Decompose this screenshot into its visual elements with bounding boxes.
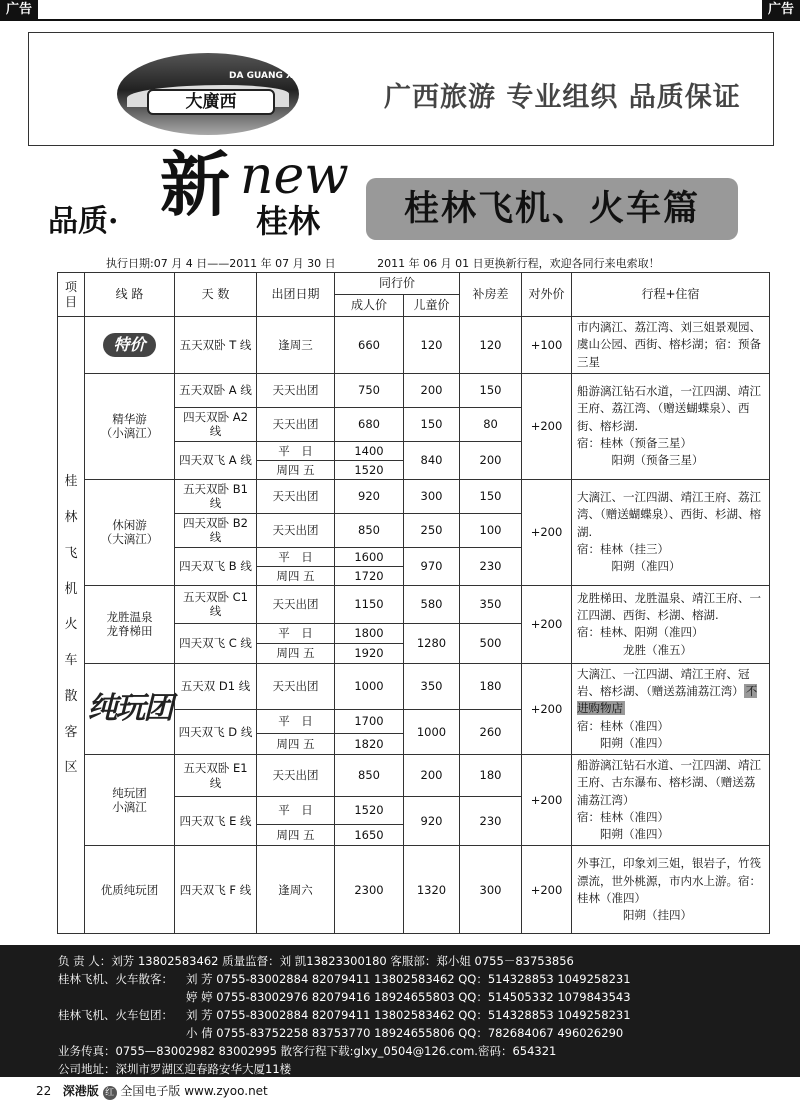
date-cell: 平 日 [257,623,335,643]
child-cell: 970 [404,547,460,585]
adult-cell: 1400 [335,441,404,460]
logo-chinese: 大廣西 [147,89,275,115]
footer-line: 刘 芳 0755-83002884 82079411 13802583462 QQ：514328853 1049258231 [186,1008,631,1022]
adult-cell: 660 [335,317,404,374]
header-adult: 成人价 [335,295,404,317]
date-cell: 天天出团 [257,585,335,623]
header-supp: 补房差 [460,273,522,317]
days-cell: 四天双飞 E 线 [175,797,257,846]
footer-line: 婷 婷 0755-83002976 82079416 18924655803 QQ：514505332 1079843543 [186,990,631,1004]
table-row [58,585,770,623]
supp-cell: 150 [460,479,522,513]
itinerary-cell: 大漓江、一江四湖、靖江王府、冠岩、榕杉湖、（赠送荔浦荔江湾） 不进购物店 宿：桂林（准四） 阳朔（准四） [572,663,770,754]
title-new-cn: 新 [160,143,230,226]
child-cell: 200 [404,755,460,797]
date-cell: 天天出团 [257,479,335,513]
supp-cell: 260 [460,709,522,754]
supp-cell: 150 [460,373,522,407]
header-route: 线 路 [85,273,175,317]
adult-cell: 1800 [335,623,404,643]
footer-line: 刘 芳 0755-83002884 82079411 13802583462 QQ：514328853 1049258231 [186,972,631,986]
supp-cell: 180 [460,663,522,709]
header-days: 天 数 [175,273,257,317]
title-quality: 品质· [48,204,119,239]
slogan: 广西旅游 专业组织 品质保证 [384,82,741,113]
table-row [58,479,770,513]
date-cell: 天天出团 [257,755,335,797]
itinerary-cell: 船游漓江钻石水道，一江四湖、靖江王府、荔江湾、（赠送蝴蝶泉）、西街、榕杉湖. 宿：桂林（预备三星） 阳朔（预备三星） [572,373,770,479]
date-cell: 周四 五 [257,734,335,755]
date-cell: 平 日 [257,441,335,460]
days-cell: 五天双卧 A 线 [175,373,257,407]
date-cell: 逢周六 [257,846,335,934]
ad-label-right: 广告 [762,0,800,20]
footer-line: 公司地址：深圳市罗湖区迎春路安华大厦11楼 [58,1062,292,1076]
footer-label: 桂林飞机、火车散客： [58,972,173,986]
days-cell: 五天双 D1 线 [175,663,257,709]
retail-cell: +100 [522,317,572,374]
date-cell: 平 日 [257,709,335,733]
supp-cell: 350 [460,585,522,623]
header-item: 项目 [58,273,85,317]
update-notice: 2011 年 06 月 01 日更换新行程，欢迎各同行来电索取！ [377,257,660,270]
itinerary-cell: 龙胜梯田、龙胜温泉、靖江王府、一江四湖、西街、杉湖、榕湖. 宿：桂林、阳朔（准四） 龙胜（准五） [572,585,770,663]
date-cell: 周四 五 [257,643,335,663]
itinerary-cell: 大漓江、一江四湖、靖江王府、荔江湾、（赠送蝴蝶泉）、西街、杉湖、榕湖. 宿：桂林（挂三） 阳朔（准四） [572,479,770,585]
adult-cell: 680 [335,407,404,441]
site-link[interactable]: 全国电子版 www.zyoo.net [120,1084,268,1098]
itinerary-cell: 市内漓江、荔江湾、刘三姐景观园、虞山公园、西街、榕杉湖；宿：预备三星 [572,317,770,374]
supp-cell: 200 [460,441,522,479]
page-number: 22 [36,1084,52,1098]
header-depart: 出团日期 [257,273,335,317]
days-cell: 五天双卧 B1 线 [175,479,257,513]
supp-cell: 120 [460,317,522,374]
child-cell: 1000 [404,709,460,754]
child-cell: 120 [404,317,460,374]
supp-cell: 80 [460,407,522,441]
route-name: 休闲游 （大漓江） [85,479,175,585]
date-cell: 平 日 [257,797,335,825]
supp-cell: 500 [460,623,522,663]
price-table [57,272,770,934]
days-cell: 四天双卧 A2 线 [175,407,257,441]
retail-cell: +200 [522,373,572,479]
child-cell: 200 [404,373,460,407]
footer-line: 小 倩 0755-83752258 83753770 18924655806 QQ：782684067 496026290 [186,1026,624,1040]
adult-cell: 1700 [335,709,404,733]
header-retail: 对外价 [522,273,572,317]
days-cell: 五天双卧 E1 线 [175,755,257,797]
adult-cell: 1920 [335,643,404,663]
adult-cell: 920 [335,479,404,513]
logo-english: DA GUANG XI [229,71,297,81]
date-cell: 天天出团 [257,513,335,547]
days-cell: 四天双卧 B2 线 [175,513,257,547]
title-new-en: new [240,146,349,206]
child-cell: 580 [404,585,460,623]
adult-cell: 1000 [335,663,404,709]
date-cell: 周四 五 [257,566,335,585]
title-pill: 桂林飞机、火车篇 [366,178,738,240]
child-cell: 1320 [404,846,460,934]
table-row [58,755,770,797]
itinerary-cell: 船游漓江钻石水道、一江四湖、靖江王府、古东瀑布、榕杉湖、（赠送荔浦荔江湾） 宿：桂林（准四） 阳朔（准四） [572,755,770,846]
exec-date: 执行日期:07 月 4 日——2011 年 07 月 30 日 [106,257,336,270]
route-logo-special: 特价 [85,317,175,374]
header-peer: 同行价 [335,273,460,295]
date-cell: 天天出团 [257,407,335,441]
days-cell: 五天双卧 C1 线 [175,585,257,623]
adult-cell: 2300 [335,846,404,934]
route-logo-pure: 纯玩团 [85,663,175,754]
table-row [58,373,770,407]
date-cell: 天天出团 [257,663,335,709]
child-cell: 350 [404,663,460,709]
itinerary-cell: 外事江，印象刘三姐，银岩子，竹筏漂流，世外桃源，市内水上游。宿：桂林（准四） 阳朔（挂四） [572,846,770,934]
contact-footer [0,945,800,1077]
adult-cell: 1150 [335,585,404,623]
page-footer [36,1082,268,1100]
days-cell: 四天双飞 D 线 [175,709,257,754]
table-row [58,846,770,934]
adult-cell: 1720 [335,566,404,585]
adult-cell: 750 [335,373,404,407]
no-shopping-badge: 不进购物店 [577,684,758,716]
date-cell: 平 日 [257,547,335,566]
adult-cell: 1650 [335,825,404,846]
edition: 深港版 [62,1084,99,1098]
child-cell: 1280 [404,623,460,663]
supp-cell: 230 [460,547,522,585]
date-cell: 逢周三 [257,317,335,374]
child-cell: 150 [404,407,460,441]
table-row [58,663,770,709]
days-cell: 四天双飞 B 线 [175,547,257,585]
header-child: 儿童价 [404,295,460,317]
ad-label-left: 广告 [0,0,38,20]
table-row [58,317,770,374]
supp-cell: 100 [460,513,522,547]
child-cell: 920 [404,797,460,846]
route-name: 纯玩团 小漓江 [85,755,175,846]
days-cell: 五天双卧 T 线 [175,317,257,374]
red-badge-icon: 红 [103,1086,117,1100]
top-rule [0,19,800,21]
adult-cell: 1520 [335,460,404,479]
date-cell: 周四 五 [257,825,335,846]
child-cell: 840 [404,441,460,479]
supp-cell: 180 [460,755,522,797]
date-line [106,255,660,271]
adult-cell: 1600 [335,547,404,566]
retail-cell: +200 [522,585,572,663]
retail-cell: +200 [522,663,572,754]
region-label: 桂 林 飞 机 火 车 散 客 区 [58,317,85,934]
days-cell: 四天双飞 A 线 [175,441,257,479]
days-cell: 四天双飞 C 线 [175,623,257,663]
footer-line: 业务传真：0755—83002982 83002995 散客行程下载:glxy_0504@126.com.密码：654321 [58,1044,557,1058]
title-guilin: 桂林 [256,202,321,240]
footer-line: 负 责 人：刘芳 13802583462 质量监督：刘 凯13823300180 客服部：郑小姐 0755－83753856 [58,954,574,968]
route-name: 优质纯玩团 [85,846,175,934]
days-cell: 四天双飞 F 线 [175,846,257,934]
supp-cell: 230 [460,797,522,846]
banner [28,32,774,146]
footer-label: 桂林飞机、火车包团： [58,1008,173,1022]
supp-cell: 300 [460,846,522,934]
route-name: 精华游 （小漓江） [85,373,175,479]
retail-cell: +200 [522,846,572,934]
adult-cell: 850 [335,513,404,547]
header-itinerary: 行程+住宿 [572,273,770,317]
date-cell: 天天出团 [257,373,335,407]
date-cell: 周四 五 [257,460,335,479]
adult-cell: 1520 [335,797,404,825]
retail-cell: +200 [522,479,572,585]
adult-cell: 1820 [335,734,404,755]
child-cell: 250 [404,513,460,547]
child-cell: 300 [404,479,460,513]
adult-cell: 850 [335,755,404,797]
route-name: 龙胜温泉 龙脊梯田 [85,585,175,663]
retail-cell: +200 [522,755,572,846]
